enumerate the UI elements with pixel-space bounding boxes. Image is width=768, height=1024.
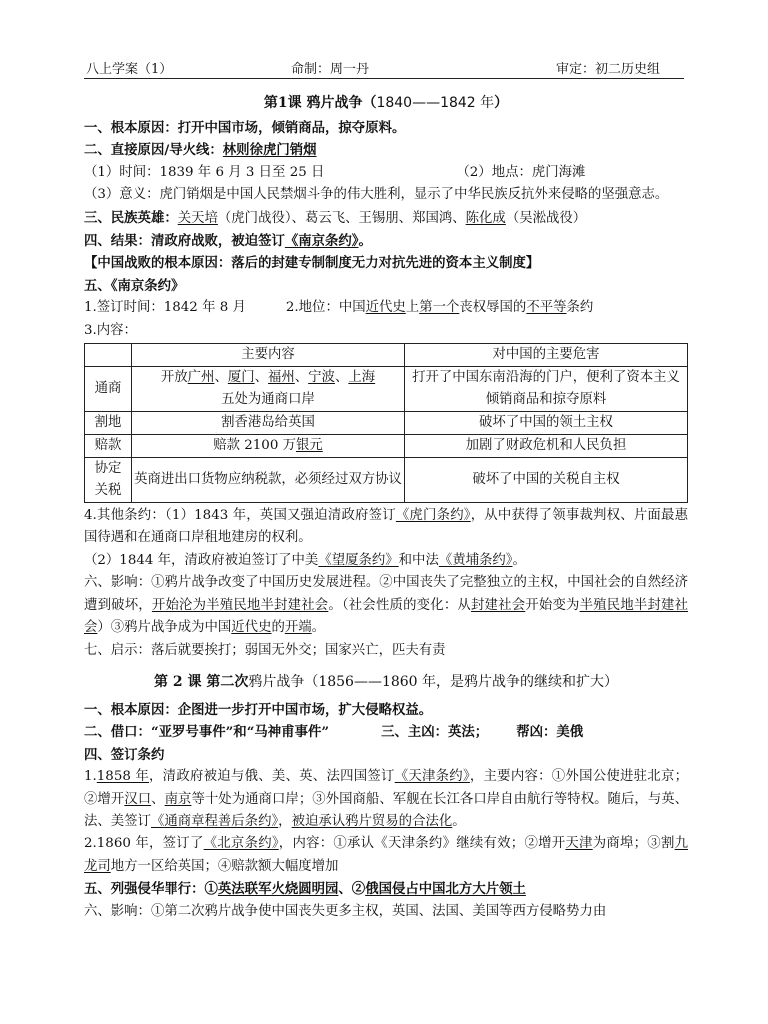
table-cell: 加剧了财政危机和人民负担	[405, 435, 688, 458]
table-row	[85, 367, 688, 412]
table-cell: 割地	[85, 412, 132, 435]
l1-direct-cause: 二、直接原因/导火线：林则徐虎门销烟	[84, 142, 317, 159]
page-header	[84, 58, 684, 79]
table-header: 主要内容	[132, 344, 405, 367]
table-row	[85, 344, 688, 367]
l2-treaties-heading: 四、签订条约	[84, 746, 165, 763]
lesson2-title: 第 2 课 第二次鸦片战争（1856——1860 年，是鸦片战争的继续和扩大）	[153, 673, 619, 690]
l1-heroes: 三、民族英雄：关天培（虎门战役）、葛云飞、王锡朋、郑国鸿、陈化成（吴淞战役）	[84, 209, 587, 226]
l2-crimes: 五、列强侵华罪行：①英法联军火烧圆明园、②俄国侵占中国北方大片领土	[84, 881, 526, 898]
table-cell: 赔款	[85, 435, 132, 458]
l1-impact: 六、影响：①鸦片战争改变了中国历史发展进程。②中国丧失了完整独立的主权，中国社会的自然经济遭到破坏，开始沦为半殖民地半封建社会。（社会性质的变化：从封建社会开始变为半殖民地半封建社会）③鸦片战争成为中国近代史的开端。	[84, 575, 689, 636]
table-row	[85, 435, 688, 458]
table-cell: 打开了中国东南沿海的门户，便利了资本主义倾销商品和掠夺原料	[405, 367, 688, 412]
lesson1-title: 第1课 鸦片战争（1840——1842 年）	[263, 95, 509, 111]
header-left: 八上学案（1）	[86, 62, 173, 77]
treaty-table	[84, 343, 688, 503]
table-cell: 破坏了中国的关税自主权	[405, 458, 688, 503]
l1-treaty-time-status: 1.签订时间：1842 年 8 月 2.地位：中国近代史上第一个丧权辱国的不平等条约	[84, 300, 594, 316]
l1-lesson: 七、启示：落后就要挨打；弱国无外交；国家兴亡，匹夫有责	[84, 642, 446, 658]
l2-tianjin-treaty: 1.1858 年，清政府被迫与俄、美、英、法四国签订《天津条约》，主要内容：①外国公使进驻北京；②增开汉口、南京等十处为通商口岸；③外国商船、军舰在长江各口岸自由航行等特权。随后，与英、法、美签订《通商章程善后条约》，被迫承认鸦片贸易的合法化。	[84, 769, 689, 829]
table-cell: 协定 关税	[85, 458, 132, 503]
header-author: 命制：周一丹	[291, 62, 370, 77]
table-cell	[85, 344, 132, 367]
table-cell: 割香港岛给英国	[132, 412, 405, 435]
l1-content-label: 3.内容：	[84, 322, 137, 338]
l1-root-cause: 一、根本原因：打开中国市场，倾销商品，掠夺原料。	[84, 120, 406, 136]
document-body	[84, 93, 688, 923]
table-row	[85, 458, 688, 503]
table-header: 对中国的主要危害	[405, 344, 688, 367]
l1-other-treaties: 4.其他条约：（1）1843 年，英国又强迫清政府签订《虎门条约》，从中获得了领事裁判权、片面最惠国待遇和在通商口岸租地建房的权利。	[84, 508, 688, 546]
l1-significance: （3）意义：虎门销烟是中国人民禁烟斗争的伟大胜利，显示了中华民族反抗外来侵略的坚强意志。	[84, 187, 669, 203]
l2-pretext: 二、借口：“亚罗号事件”和“马神甫事件” 三、主凶：英法； 帮凶：美俄	[84, 724, 584, 741]
table-row	[85, 412, 688, 435]
l2-root-cause: 一、根本原因：企图进一步打开中国市场，扩大侵略权益。	[84, 701, 433, 718]
l1-result: 四、结果：清政府战败，被迫签订《南京条约》。	[84, 233, 372, 250]
table-cell: 英商进出口货物应纳税款，必须经过双方协议	[132, 458, 405, 503]
table-cell: 开放广州、厦门、福州、宁波、上海 五处为通商口岸	[132, 367, 405, 412]
l2-impact: 六、影响：①第二次鸦片战争使中国丧失更多主权，英国、法国、美国等西方侵略势力由	[84, 903, 607, 919]
table-cell: 破坏了中国的领土主权	[405, 412, 688, 435]
l1-treaty-heading: 五、《南京条约》	[84, 277, 185, 294]
table-cell: 赔款 2100 万银元	[132, 435, 405, 458]
header-reviewer: 审定：初二历史组	[556, 62, 661, 77]
l1-other-treaties-2: （2）1844 年，清政府被迫签订了中美《望厦条约》和中法《黄埔条约》。	[84, 552, 526, 568]
table-cell: 通商	[85, 367, 132, 412]
l2-beijing-treaty: 2.1860 年，签订了《北京条约》，内容：①承认《天津条约》继续有效；②增开天津为商埠；③割九龙司地方一区给英国；④赔款额大幅度增加	[84, 836, 688, 874]
l1-time-place: （1）时间：1839 年 6 月 3 日至 25 日 （2）地点：虎门海滩	[84, 164, 586, 180]
l1-defeat-reason: 【中国战败的根本原因：落后的封建专制制度无力对抗先进的资本主义制度】	[84, 255, 540, 272]
